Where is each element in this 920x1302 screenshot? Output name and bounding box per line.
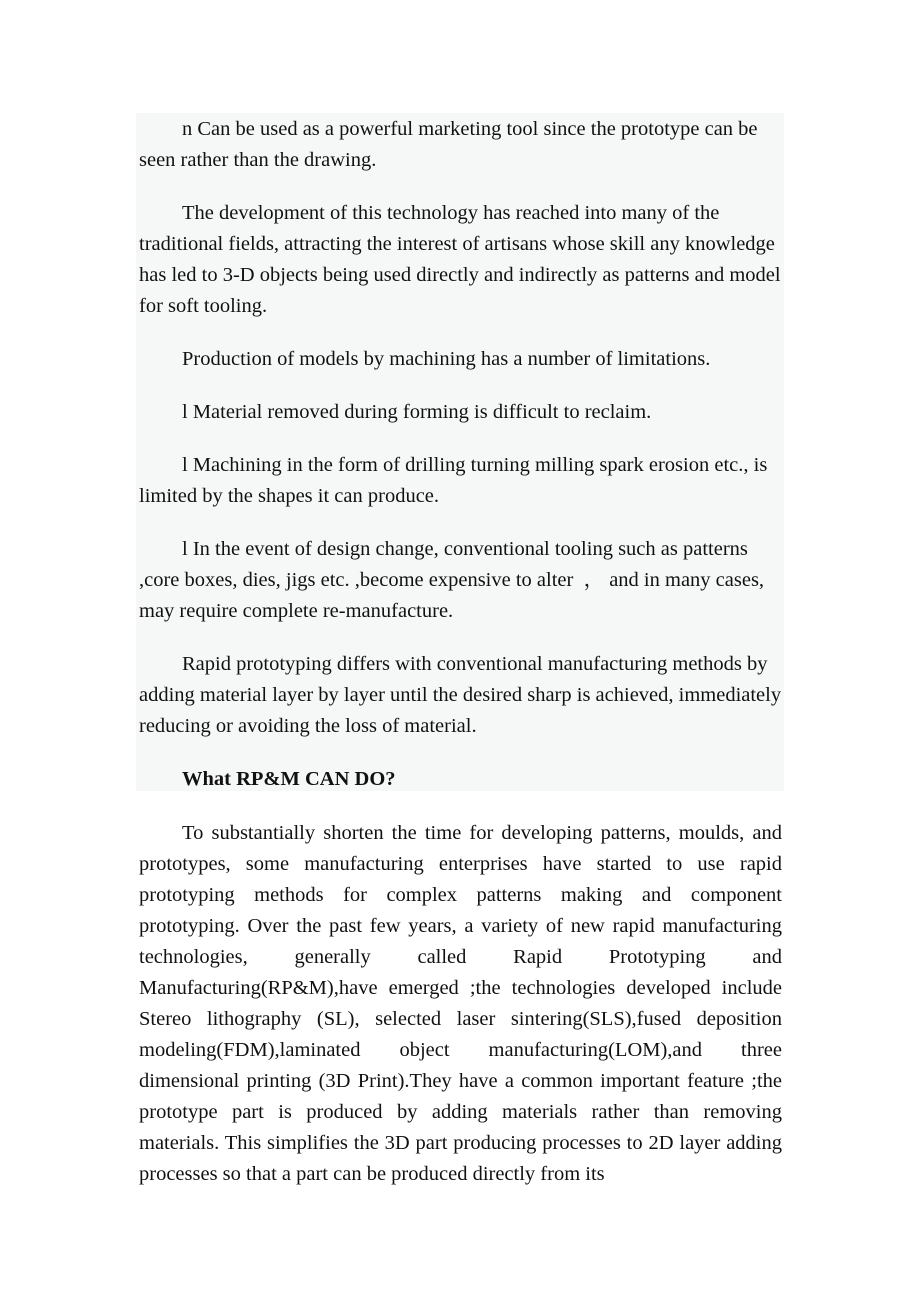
paragraph-technology-development: The development of this technology has reached into many of the traditional fields, attracting the interest of artisans whose skill any knowledge has led to 3-D objects being used directly and indirectly as patterns and model for soft tooling. [139, 202, 781, 317]
section-heading: What RP&M CAN DO? [182, 768, 396, 790]
document-content [139, 114, 782, 1190]
paragraph-marketing-tool: n Can be used as a powerful marketing tool since the prototype can be seen rather than the drawing. [139, 118, 758, 171]
paragraph-machining-limitations: Production of models by machining has a number of limitations. [182, 348, 711, 370]
list-item-material-removed: l Material removed during forming is difficult to reclaim. [182, 401, 652, 423]
list-item-design-change: l In the event of design change, conventional tooling such as patterns ,core boxes, dies, jigs etc. ,become expensive to alter ， and in many cases, may require complete re-manufacture. [139, 538, 765, 622]
list-item-machining-shapes: l Machining in the form of drilling turning milling spark erosion etc., is limited by the shapes it can produce. [139, 454, 768, 507]
paragraph-rpm-overview: To substantially shorten the time for developing patterns, moulds, and prototypes, some manufacturing enterprises have started to use rapid prototyping methods for complex patterns making and component prototyping. Over the past few years, a variety of new rapid manufacturing technologies, generally called Rapid Prototyping and Manufacturing(RP&M),have emerged ;the technologies developed include Stereo lithography (SL), selected laser sintering(SLS),fused deposition modeling(FDM),laminated object manufacturing(LOM),and three dimensional printing (3D Print).They have a common important feature ;the prototype part is produced by adding materials rather than removing materials. This simplifies the 3D part producing processes to 2D layer adding processes so that a part can be produced directly from its [139, 822, 782, 1185]
paragraph-rapid-prototyping-differs: Rapid prototyping differs with conventional manufacturing methods by adding material layer by layer until the desired sharp is achieved, immediately reducing or avoiding the loss of material. [139, 653, 782, 737]
